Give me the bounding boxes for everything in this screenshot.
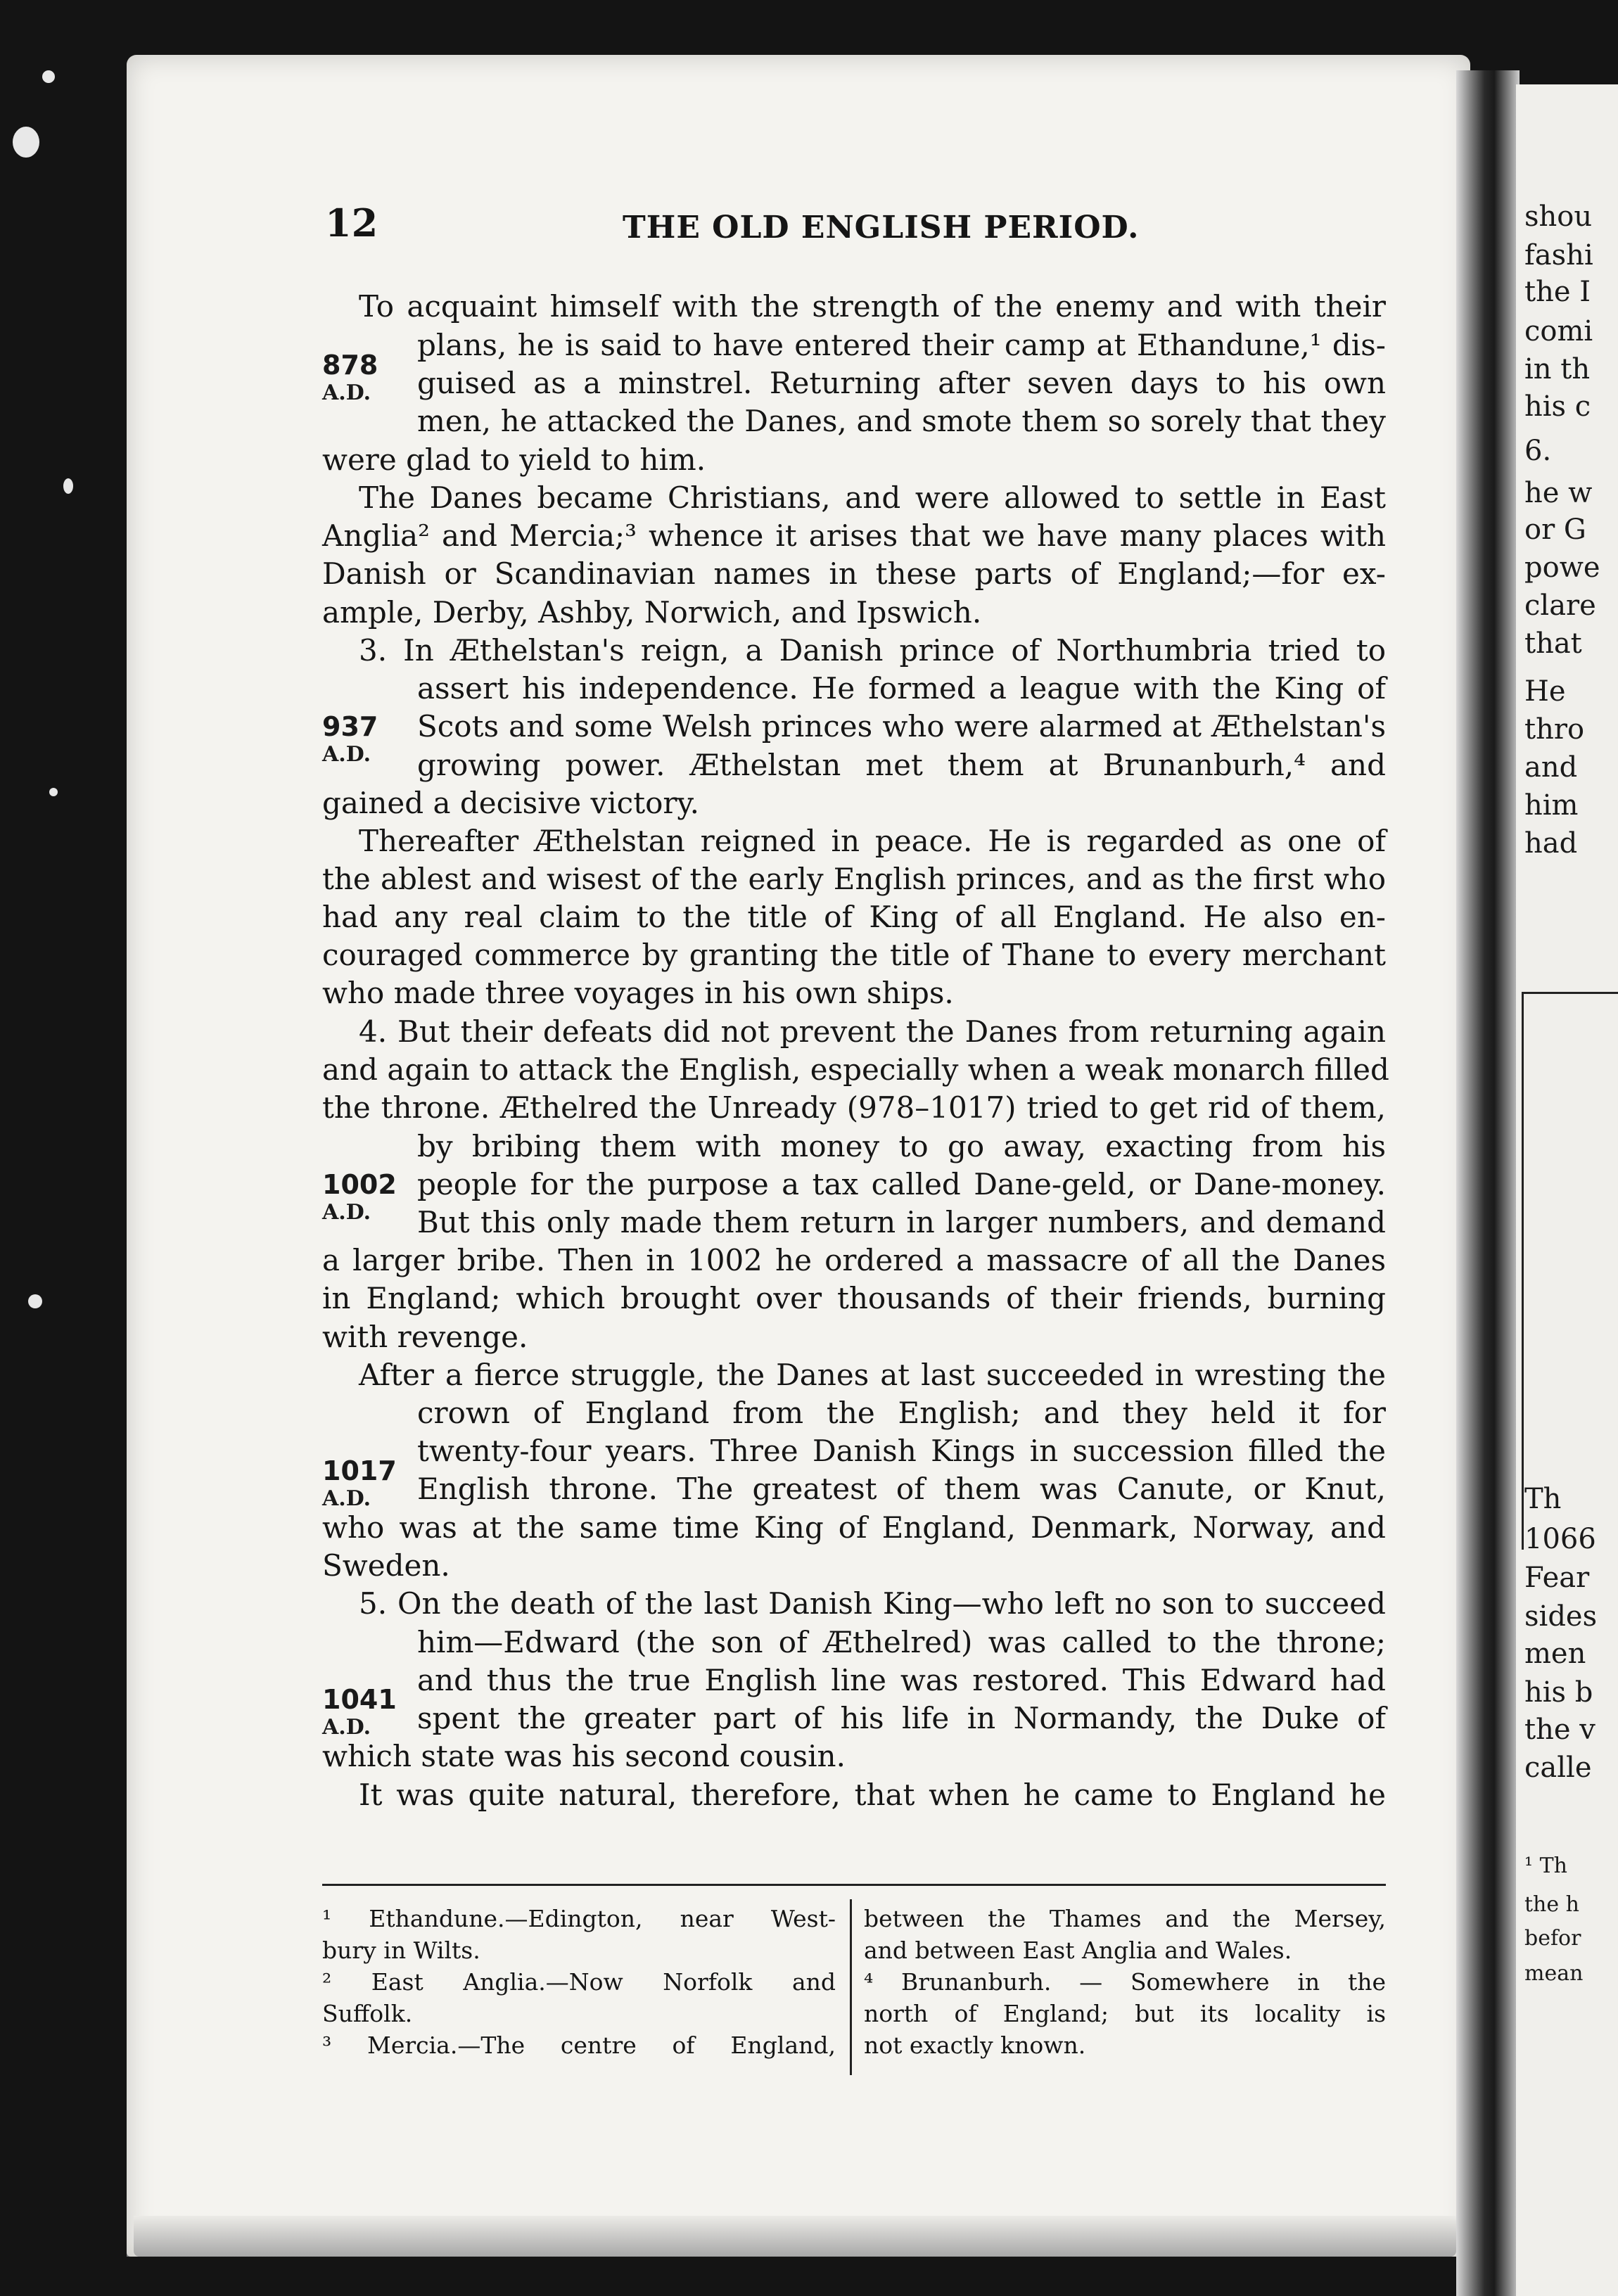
facing-page-text: Fear (1524, 1562, 1590, 1594)
body-line: ample, Derby, Ashby, Norwich, and Ipswich. (322, 595, 982, 630)
facing-page-text: the v (1524, 1714, 1595, 1746)
facing-page-text: shou (1524, 200, 1593, 233)
body-line: people for the purpose a tax called Dane-geld, or Dane-money. (417, 1167, 1386, 1201)
facing-page-text: the I (1524, 276, 1591, 308)
margin-date-year: 937 (322, 711, 378, 742)
facing-page-text: calle (1524, 1752, 1592, 1784)
facing-page-text: his b (1524, 1676, 1593, 1709)
facing-page-text: mean (1524, 1961, 1584, 1986)
body-line: a larger bribe. Then in 1002 he ordered a massacre of all the Danes (322, 1243, 1386, 1277)
body-line: crown of England from the English; and they held it for (417, 1396, 1386, 1430)
margin-date-year: 878 (322, 350, 378, 381)
facing-page-text: and (1524, 751, 1578, 784)
facing-page-text: comi (1524, 315, 1593, 347)
margin-date-year: 1017 (322, 1455, 397, 1486)
body-line: guised as a minstrel. Returning after seven days to his own (417, 366, 1386, 400)
facing-page-text: men (1524, 1638, 1586, 1670)
body-line: Danish or Scandinavian names in these parts of England;—for ex- (322, 556, 1386, 591)
margin-date (322, 1170, 397, 1226)
body-line: by bribing them with money to go away, exacting from his (417, 1129, 1386, 1163)
body-line: the ablest and wisest of the early English princes, and as the first who (322, 862, 1386, 896)
footnote-line: between the Thames and the Mersey, (864, 1905, 1386, 1932)
facing-page-text: him (1524, 789, 1579, 822)
body-line: The Danes became Christians, and were allowed to settle in East (359, 480, 1386, 515)
facing-page-text: He (1524, 675, 1566, 708)
footnote-line: ¹ Ethandune.—Edington, near West- (322, 1905, 836, 1932)
margin-date (322, 712, 378, 768)
footnote-rule (322, 1884, 1386, 1886)
footnote-line: Suffolk. (322, 2000, 413, 2027)
margin-date-era: A.D. (322, 1715, 371, 1740)
body-line: Sweden. (322, 1548, 450, 1583)
footnote-line: bury in Wilts. (322, 1937, 480, 1964)
facing-page-text: thro (1524, 713, 1585, 746)
margin-date (322, 350, 378, 407)
margin-date-year: 1002 (322, 1169, 397, 1200)
body-line: It was quite natural, therefore, that when he came to England he (359, 1778, 1386, 1812)
body-line: twenty-four years. Three Danish Kings in succession filled the (417, 1434, 1386, 1468)
facing-page-text: sides (1524, 1600, 1598, 1633)
scan-speck (42, 70, 55, 83)
margin-date-year: 1041 (322, 1684, 397, 1715)
body-line: men, he attacked the Danes, and smote them so sorely that they (417, 404, 1386, 438)
facing-page-text: that (1524, 627, 1582, 660)
facing-page-text: clare (1524, 589, 1596, 622)
facing-page-text: 6. (1524, 435, 1552, 467)
facing-page-text: he w (1524, 477, 1593, 509)
facing-page-text: Th (1524, 1483, 1562, 1515)
page-number: 12 (325, 200, 378, 245)
body-line: spent the greater part of his life in Normandy, the Duke of (417, 1701, 1386, 1735)
footnote-line: not exactly known. (864, 2032, 1086, 2059)
footnote-line: ⁴ Brunanburh. — Somewhere in the (864, 1968, 1386, 1996)
body-line: gained a decisive victory. (322, 786, 699, 820)
facing-page (1516, 84, 1618, 2296)
margin-date-era: A.D. (322, 1486, 371, 1511)
body-line: in England; which brought over thousands of their friends, burning (322, 1281, 1386, 1315)
footnotes-left-column (322, 1903, 836, 2061)
body-line: Scots and some Welsh princes who were alarmed at Æthelstan's (417, 709, 1386, 744)
body-line: had any real claim to the title of King of all England. He also en- (322, 900, 1386, 934)
scan-speck (28, 1294, 42, 1308)
body-line: and again to attack the English, especially when a weak monarch filled (322, 1052, 1389, 1087)
body-line: Anglia² and Mercia;³ whence it arises that we have many places with (322, 518, 1386, 553)
margin-date-era: A.D. (322, 742, 371, 767)
footnote-line: and between East Anglia and Wales. (864, 1937, 1292, 1964)
body-line: with revenge. (322, 1320, 528, 1354)
body-line: couraged commerce by granting the title of Thane to every merchant (322, 938, 1386, 972)
page-bottom-edge (134, 2216, 1456, 2257)
book-gutter (1456, 70, 1520, 2296)
margin-date-era: A.D. (322, 381, 371, 405)
body-line: assert his independence. He formed a league with the King of (417, 671, 1386, 706)
body-line: plans, he is said to have entered their camp at Ethandune,¹ dis- (417, 328, 1386, 362)
margin-date (322, 1456, 397, 1512)
body-line: But this only made them return in larger numbers, and demand (417, 1205, 1386, 1239)
body-line: were glad to yield to him. (322, 442, 706, 477)
facing-page-text: 1066 (1524, 1523, 1596, 1555)
footnote-line: ³ Mercia.—The centre of England, (322, 2032, 836, 2059)
body-line: 3. In Æthelstan's reign, a Danish prince of Northumbria tried to (359, 633, 1386, 668)
footnote-line: ² East Anglia.—Now Norfolk and (322, 1968, 836, 1996)
scan-speck (13, 127, 39, 158)
facing-page-text: befor (1524, 1926, 1581, 1951)
facing-page-text: had (1524, 827, 1578, 860)
body-line: the throne. Æthelred the Unready (978–1017) tried to get rid of them, (322, 1090, 1386, 1125)
body-line: who was at the same time King of England, Denmark, Norway, and (322, 1510, 1386, 1545)
scan-speck (63, 478, 73, 494)
footnote-column-divider (850, 1899, 852, 2075)
margin-date-era: A.D. (322, 1200, 371, 1225)
body-line: 5. On the death of the last Danish King—who left no son to succeed (359, 1586, 1386, 1621)
body-line: English throne. The greatest of them was Canute, or Knut, (417, 1472, 1386, 1506)
running-title: THE OLD ENGLISH PERIOD. (623, 210, 1140, 245)
margin-date (322, 1685, 397, 1741)
facing-page-map-fragment (1522, 992, 1618, 1550)
facing-page-text: ¹ Th (1524, 1854, 1567, 1878)
body-line: 4. But their defeats did not prevent the Danes from returning again (359, 1014, 1386, 1049)
facing-page-text: his c (1524, 390, 1591, 423)
facing-page-text: fashi (1524, 239, 1593, 272)
scan-speck (49, 788, 58, 796)
body-line: To acquaint himself with the strength of the enemy and with their (359, 289, 1386, 324)
body-line: who made three voyages in his own ships. (322, 976, 954, 1010)
body-line: which state was his second cousin. (322, 1739, 846, 1773)
body-line: and thus the true English line was restored. This Edward had (417, 1663, 1386, 1697)
body-line: him—Edward (the son of Æthelred) was called to the throne; (417, 1625, 1386, 1659)
facing-page-text: or G (1524, 514, 1586, 546)
footnotes-right-column (864, 1903, 1386, 2061)
facing-page-text: the h (1524, 1892, 1579, 1917)
body-line: Thereafter Æthelstan reigned in peace. He is regarded as one of (359, 824, 1386, 858)
body-line: growing power. Æthelstan met them at Brunanburh,⁴ and (417, 748, 1386, 782)
body-line: After a fierce struggle, the Danes at last succeeded in wresting the (359, 1358, 1386, 1392)
facing-page-text: powe (1524, 551, 1600, 584)
facing-page-text: in th (1524, 353, 1591, 385)
footnote-line: north of England; but its locality is (864, 2000, 1386, 2027)
